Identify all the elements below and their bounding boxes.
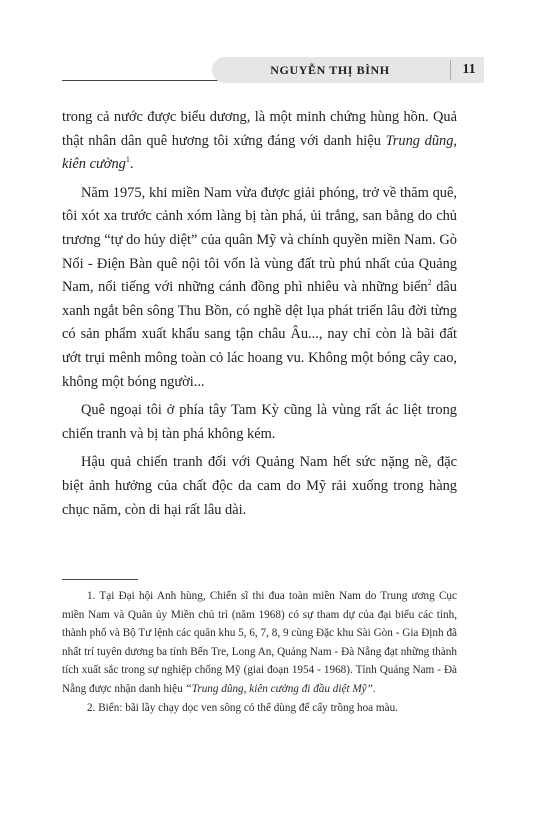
paragraph-1-end: . [129,156,134,173]
footnote-2: 2. Biển: bãi lầy chạy dọc ven sông có thể dùng để cấy trồng hoa màu. [87,701,398,714]
paragraph-4: Hậu quả chiến tranh đối với Quảng Nam hết sức nặng nề, đặc biệt ảnh hưởng của chất độc da cam do Mỹ rải xuống trong hàng chục năm, còn di hại rất lâu dài. [62,454,457,518]
footnotes [62,587,457,717]
footnote-1-text: 1. Tại Đại hội Anh hùng, Chiến sĩ thi đua toàn miền Nam do Trung ương Cục miền Nam và Quân ủy Miền chủ trì (năm 1968) có sự tham dự của đại biểu các tỉnh, thành phố và Bộ Tư lệnh các quân khu 5, 6, 7, 8, 9 cùng Đặc khu Sài Gòn - Gia Định đã nhất trí tuyên dương ba tỉnh Bến Tre, Long An, Quảng Nam - Đà Nẵng đạt những thành tích xuất sắc trong sự nghiệp chống Mỹ (giai đoạn 1954 - 1968). Tỉnh Quảng Nam - Đà Nẵng được nhận danh hiệu [62,590,457,695]
paragraph-3: Quê ngoại tôi ở phía tây Tam Kỳ cũng là vùng rất ác liệt trong chiến tranh và bị tàn phá không kém. [62,402,457,442]
paragraph-1-text: trong cả nước được biểu dương, là một minh chứng hùng hồn. Quả thật nhân dân quê hương tôi xứng đáng với danh hiệu [62,109,457,149]
footnote-1-italic: “Trung dũng, kiên cường đi đầu diệt Mỹ” [185,682,373,695]
main-text [62,106,457,527]
footnote-ref-1: 1 [125,155,130,165]
honor-title-italic: Trung dũng, kiên cường [62,132,458,173]
paragraph-2-text-a: Năm 1975, khi miền Nam vừa được giải phóng, trở về thăm quê, tôi xót xa trước cảnh xóm làng bị tàn phá, ủi trắng, san bằng do chủ trương “tự do hủy diệt” của quân Mỹ và chính quyền miền Nam. Gò Nổi - Điện Bàn quê nội tôi vốn là vùng đất trù phú nhất của Quảng Nam, nổi tiếng với những cánh đồng phì nhiêu và những biển [62,184,457,296]
running-header-author: NGUYỄN THỊ BÌNH [270,63,390,77]
footnote-ref-2: 2 [427,278,432,288]
paragraph-1 [62,106,457,177]
paragraph-2-text-b: dâu xanh ngắt bên sông Thu Bồn, có nghề dệt lụa phát triển lâu đời từng có sản phẩm xuất khẩu sang tận châu Âu..., nay chỉ còn là bãi đất ướt trụi mênh mông toàn cỏ lác hoang vu. Không một bóng cây cao, không một bóng người... [62,279,457,390]
footnote-1 [62,587,457,699]
paragraph-2 [62,182,457,394]
footnote-1-end: . [372,682,376,695]
page-number: 11 [462,62,476,77]
footnote-rule [62,579,138,580]
header-separator [450,60,451,80]
